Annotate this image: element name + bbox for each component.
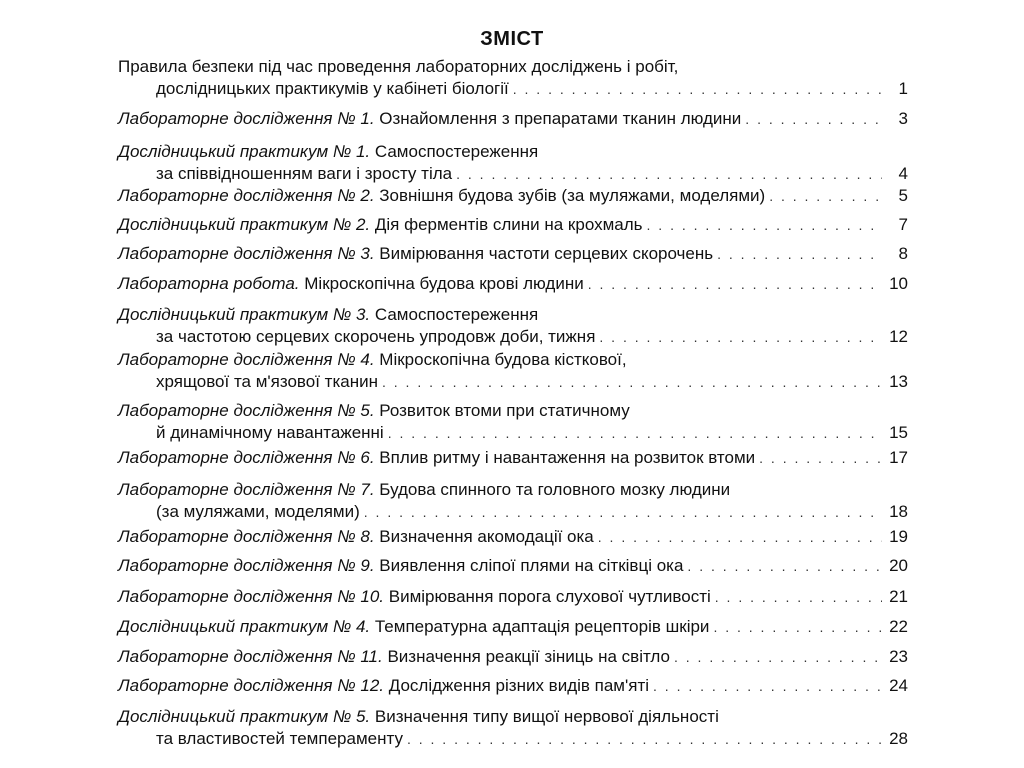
entry-text: й динамічному навантаженні xyxy=(156,423,384,442)
page-number: 4 xyxy=(898,164,908,183)
entry-text-first-line: Самоспостереження xyxy=(374,142,539,161)
toc-title: ЗМІСТ xyxy=(480,28,544,50)
toc-entry xyxy=(118,616,908,638)
entry-kind: Лабораторна робота. xyxy=(118,274,300,293)
entry-text: Вплив ритму і навантаження на розвиток втоми xyxy=(379,448,756,467)
entry-text: Мікроскопічна будова крові людини xyxy=(304,274,584,293)
dot-leader xyxy=(713,616,882,638)
dot-leader xyxy=(388,422,882,444)
dot-leader xyxy=(745,108,882,130)
page-number: 28 xyxy=(889,729,908,748)
entry-kind: Лабораторне дослідження № 1. xyxy=(118,109,375,128)
toc-entry xyxy=(118,349,908,393)
entry-kind: Лабораторне дослідження № 5. xyxy=(118,401,375,420)
entry-kind: Лабораторне дослідження № 9. xyxy=(118,556,375,575)
page-number: 10 xyxy=(889,274,908,293)
page-number: 7 xyxy=(898,215,908,234)
entry-kind: Лабораторне дослідження № 3. xyxy=(118,244,375,263)
page-number: 18 xyxy=(889,502,908,521)
entry-kind: Лабораторне дослідження № 10. xyxy=(118,587,384,606)
toc-entry xyxy=(118,185,908,207)
entry-text: Зовнішня будова зубів (за муляжами, моделями) xyxy=(379,186,766,205)
dot-leader xyxy=(647,214,882,236)
toc-entry xyxy=(118,400,908,444)
toc-entry xyxy=(118,526,908,548)
toc-entry xyxy=(118,706,908,750)
dot-leader xyxy=(513,78,882,100)
toc-entry xyxy=(118,141,908,185)
toc-entry xyxy=(118,243,908,265)
entry-kind: Дослідницький практикум № 2. xyxy=(118,215,371,234)
toc-entry xyxy=(118,447,908,469)
page-number: 13 xyxy=(889,372,908,391)
page-number: 23 xyxy=(889,647,908,666)
page-number: 1 xyxy=(898,79,908,98)
toc-entry xyxy=(118,108,908,130)
page-number: 19 xyxy=(889,527,908,546)
dot-leader xyxy=(759,447,882,469)
entry-kind: Дослідницький практикум № 5. xyxy=(118,707,371,726)
entry-text: Вимірювання порога слухової чутливості xyxy=(388,587,711,606)
dot-leader xyxy=(598,526,882,548)
entry-kind: Лабораторне дослідження № 8. xyxy=(118,527,375,546)
entry-text: Дослідження різних видів пам'яті xyxy=(388,676,650,695)
dot-leader xyxy=(588,273,882,295)
dot-leader xyxy=(382,371,882,393)
entry-kind: Лабораторне дослідження № 11. xyxy=(118,647,383,666)
page-number: 24 xyxy=(889,676,908,695)
entry-kind: Лабораторне дослідження № 7. xyxy=(118,480,375,499)
page-number: 5 xyxy=(898,186,908,205)
dot-leader xyxy=(364,501,882,523)
page-number: 20 xyxy=(889,556,908,575)
dot-leader xyxy=(456,163,882,185)
page-number: 12 xyxy=(889,327,908,346)
toc-entry xyxy=(118,675,908,697)
entry-kind: Лабораторне дослідження № 2. xyxy=(118,186,375,205)
page-number: 21 xyxy=(889,587,908,606)
toc-entry xyxy=(118,273,908,295)
entry-kind: Лабораторне дослідження № 6. xyxy=(118,448,375,467)
entry-text: та властивостей темпераменту xyxy=(156,729,403,748)
dot-leader xyxy=(407,728,882,750)
toc-entry xyxy=(118,555,908,577)
entry-text-first-line: Будова спинного та головного мозку людини xyxy=(379,480,731,499)
dot-leader xyxy=(715,586,882,608)
entry-text: Температурна адаптація рецепторів шкіри xyxy=(374,617,710,636)
page-number: 22 xyxy=(889,617,908,636)
entry-text-first-line: Правила безпеки під час проведення лабораторних досліджень і робіт, xyxy=(118,57,679,76)
page-number: 8 xyxy=(898,244,908,263)
entry-text-first-line: Самоспостереження xyxy=(374,305,539,324)
entry-text: хрящової та м'язової тканин xyxy=(156,372,378,391)
entry-kind: Дослідницький практикум № 3. xyxy=(118,305,371,324)
page-number: 15 xyxy=(889,423,908,442)
dot-leader xyxy=(599,326,882,348)
entry-text: (за муляжами, моделями) xyxy=(156,502,360,521)
entry-text-first-line: Мікроскопічна будова кісткової, xyxy=(379,350,627,369)
dot-leader xyxy=(717,243,882,265)
dot-leader xyxy=(653,675,882,697)
toc-entry xyxy=(118,646,908,668)
entry-text: за співвідношенням ваги і зросту тіла xyxy=(156,164,453,183)
entry-text: Визначення реакції зіниць на світло xyxy=(387,647,670,666)
toc-entry xyxy=(118,304,908,348)
entry-text: Дія ферментів слини на крохмаль xyxy=(374,215,643,234)
entry-text: дослідницьких практикумів у кабінеті біології xyxy=(156,79,509,98)
entry-kind: Дослідницький практикум № 4. xyxy=(118,617,371,636)
toc-entry xyxy=(118,586,908,608)
entry-text: Вимірювання частоти серцевих скорочень xyxy=(379,244,714,263)
toc-entry xyxy=(118,214,908,236)
toc-entry xyxy=(118,56,908,100)
entry-text-first-line: Розвиток втоми при статичному xyxy=(379,401,630,420)
page-number: 3 xyxy=(898,109,908,128)
toc-entry xyxy=(118,479,908,523)
page-number: 17 xyxy=(889,448,908,467)
entry-kind: Дослідницький практикум № 1. xyxy=(118,142,371,161)
entry-text: Виявлення сліпої плями на сітківці ока xyxy=(379,556,684,575)
entry-text: Ознайомлення з препаратами тканин людини xyxy=(379,109,742,128)
entry-kind: Лабораторне дослідження № 4. xyxy=(118,350,375,369)
entry-text: Визначення акомодації ока xyxy=(379,527,594,546)
entry-text-first-line: Визначення типу вищої нервової діяльності xyxy=(374,707,719,726)
entry-text: за частотою серцевих скорочень упродовж доби, тижня xyxy=(156,327,596,346)
dot-leader xyxy=(769,185,882,207)
dot-leader xyxy=(674,646,882,668)
entry-kind: Лабораторне дослідження № 12. xyxy=(118,676,384,695)
dot-leader xyxy=(687,555,882,577)
